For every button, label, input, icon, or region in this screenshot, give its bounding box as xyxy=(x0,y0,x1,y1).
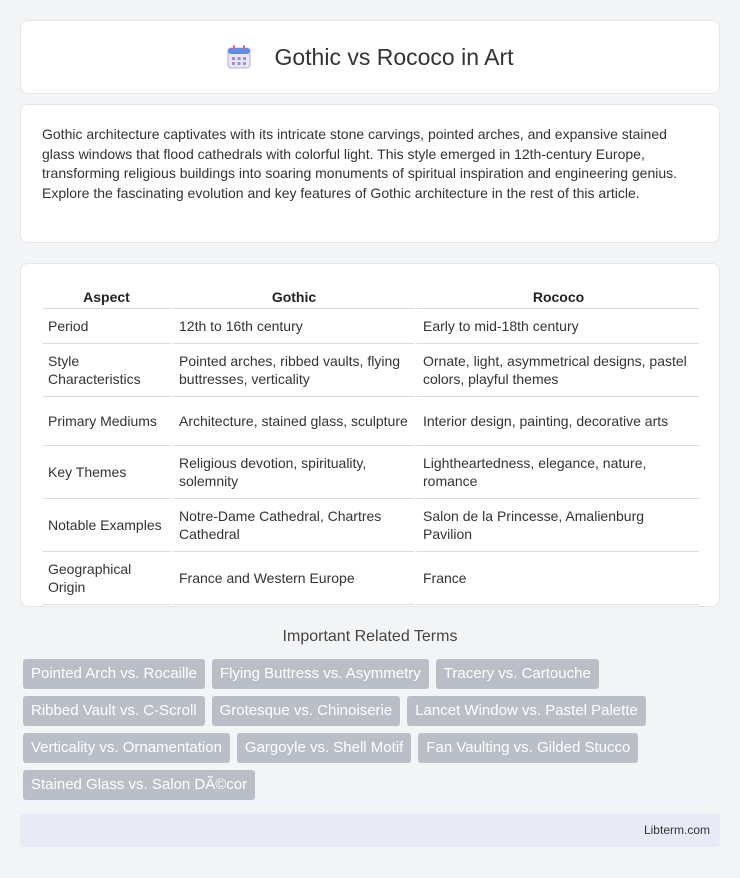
related-term-link[interactable]: Lancet Window vs. Pastel Palette xyxy=(407,696,646,726)
cell-gothic: 12th to 16th century xyxy=(170,309,414,344)
table-row xyxy=(43,499,699,552)
related-term-link[interactable]: Verticality vs. Ornamentation xyxy=(23,733,230,763)
cell-rococo: France xyxy=(414,552,699,605)
cell-gothic: Religious devotion, spirituality, solemnity xyxy=(170,446,414,499)
intro-text: Gothic architecture captivates with its intricate stone carvings, pointed arches, and expansive stained glass windows that flood cathedrals with colorful light. This style emerged in 12th-century Europe, transforming religious buildings into soaring monuments of spiritual inspiration and engineering genius. Explore the fascinating evolution and key features of Gothic architecture in the rest of this article. xyxy=(42,126,678,201)
header-gothic: Gothic xyxy=(170,284,414,309)
related-term-link[interactable]: Stained Glass vs. Salon DÃ©cor xyxy=(23,770,255,800)
table-row xyxy=(43,309,699,344)
cell-gothic: Pointed arches, ribbed vaults, flying buttresses, verticality xyxy=(170,344,414,397)
comparison-table xyxy=(43,284,699,605)
table-row xyxy=(43,446,699,499)
related-term-link[interactable]: Fan Vaulting vs. Gilded Stucco xyxy=(418,733,638,763)
related-term-link[interactable]: Pointed Arch vs. Rocaille xyxy=(23,659,205,689)
table-row xyxy=(43,397,699,446)
table-row xyxy=(43,552,699,605)
cell-rococo: Early to mid-18th century xyxy=(414,309,699,344)
header-title-wrap xyxy=(226,44,513,71)
cell-gothic: France and Western Europe xyxy=(170,552,414,605)
footer xyxy=(20,814,720,847)
cell-aspect: Geographical Origin xyxy=(43,552,170,605)
cell-rococo: Lightheartedness, elegance, nature, romance xyxy=(414,446,699,499)
cell-gothic: Notre-Dame Cathedral, Chartres Cathedral xyxy=(170,499,414,552)
header-card xyxy=(20,20,720,94)
comparison-table-card xyxy=(20,263,720,607)
cell-aspect: Period xyxy=(43,309,170,344)
intro-card xyxy=(20,104,720,243)
cell-aspect: Style Characteristics xyxy=(43,344,170,397)
cell-rococo: Ornate, light, asymmetrical designs, pastel colors, playful themes xyxy=(414,344,699,397)
cell-rococo: Salon de la Princesse, Amalienburg Pavilion xyxy=(414,499,699,552)
cell-aspect: Key Themes xyxy=(43,446,170,499)
cell-aspect: Primary Mediums xyxy=(43,397,170,446)
footer-site-link[interactable]: Libterm.com xyxy=(643,823,710,837)
related-term-link[interactable]: Tracery vs. Cartouche xyxy=(436,659,599,689)
related-term-link[interactable]: Ribbed Vault vs. C-Scroll xyxy=(23,696,205,726)
page-title: Gothic vs Rococo in Art xyxy=(274,43,514,70)
related-terms-list xyxy=(23,659,703,800)
table-row xyxy=(43,344,699,397)
cell-rococo: Interior design, painting, decorative arts xyxy=(414,397,699,446)
related-term-link[interactable]: Grotesque vs. Chinoiserie xyxy=(212,696,401,726)
cell-aspect: Notable Examples xyxy=(43,499,170,552)
header-rococo: Rococo xyxy=(414,284,699,309)
related-terms-title: Important Related Terms xyxy=(282,628,458,645)
table-header-row xyxy=(43,284,699,309)
header-aspect: Aspect xyxy=(43,284,170,309)
related-term-link[interactable]: Gargoyle vs. Shell Motif xyxy=(237,733,411,763)
calendar-icon xyxy=(226,44,252,70)
related-term-link[interactable]: Flying Buttress vs. Asymmetry xyxy=(212,659,429,689)
cell-gothic: Architecture, stained glass, sculpture xyxy=(170,397,414,446)
